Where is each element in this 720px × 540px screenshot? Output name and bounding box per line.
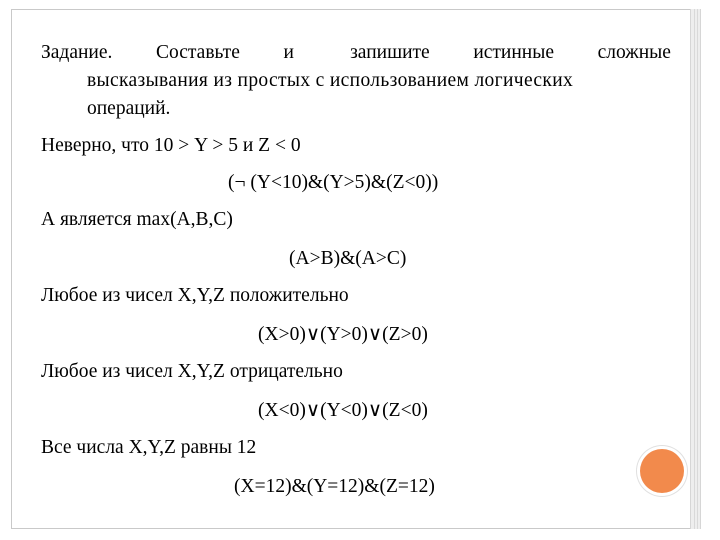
- formula-3: (X>0)∨(Y>0)∨(Z>0): [258, 324, 428, 345]
- task-line-2: [64, 67, 671, 95]
- formula-2: (A>B)&(A>C): [289, 248, 407, 269]
- task-line-3-text: операций.: [87, 98, 171, 119]
- band-stripe: [694, 9, 695, 529]
- task-paragraph: [41, 39, 671, 123]
- statement-3: Любое из чисел X,Y,Z положительно: [41, 285, 349, 306]
- task-word: истинные: [473, 42, 554, 63]
- task-line-1: Задание. Составьте и запишите истинные сложные: [64, 39, 671, 67]
- right-decorative-band: [690, 9, 701, 529]
- task-line-3: [64, 95, 671, 123]
- task-word: сложные: [597, 42, 671, 63]
- task-word: запишите: [350, 42, 430, 63]
- statement-2: А является max(A,B,C): [41, 209, 233, 230]
- task-line-2-text: высказывания из простых с использованием логических: [87, 70, 574, 91]
- formula-1: (¬ (Y<10)&(Y>5)&(Z<0)): [228, 172, 439, 193]
- slide-content: [41, 39, 671, 501]
- band-stripe: [697, 9, 698, 529]
- formula-4: (X<0)∨(Y<0)∨(Z<0): [258, 400, 428, 421]
- statement-4: Любое из чисел X,Y,Z отрицательно: [41, 361, 343, 382]
- task-label: Задание.: [41, 42, 113, 63]
- task-word: Составьте: [156, 42, 240, 63]
- statement-5: Все числа X,Y,Z равны 12: [41, 437, 257, 458]
- statement-1: Неверно, что 10 > Y > 5 и Z < 0: [41, 135, 301, 156]
- formula-5: (X=12)&(Y=12)&(Z=12): [234, 476, 435, 497]
